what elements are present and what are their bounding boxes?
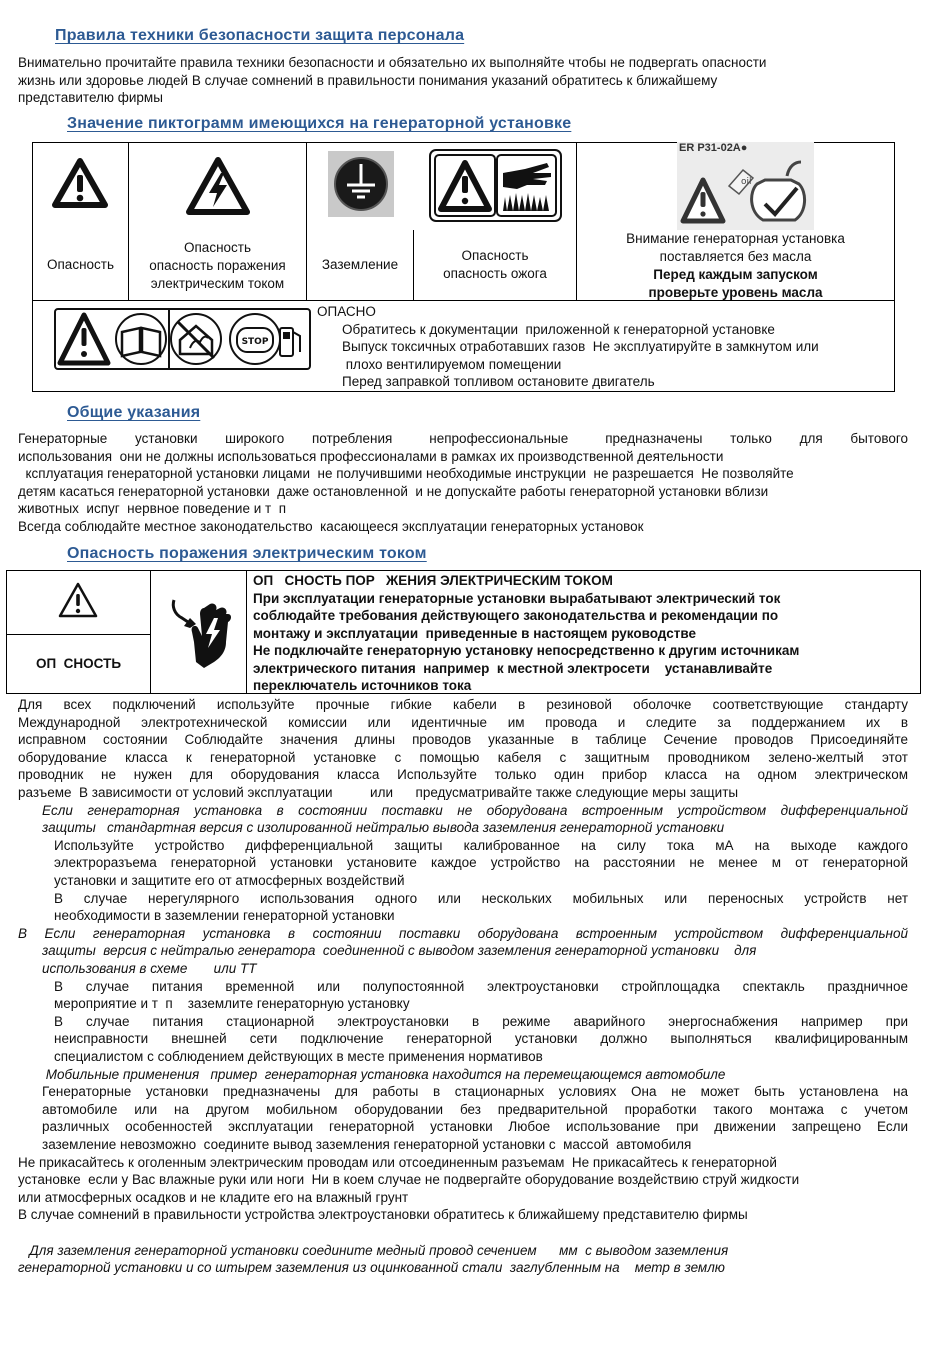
page-title: Правила техники безопасности защита персонала	[55, 27, 465, 44]
danger-line: Обратитесь к документации приложенной к генераторной установке	[342, 321, 775, 337]
oil-caption-line: проверьте уровень масла	[648, 285, 823, 300]
general-line: животных испуг нервное поведение и т п	[18, 501, 287, 517]
body-line: Генераторные установки предназначены для работы в стационарных условиях Она не может быть установлена на	[42, 1084, 908, 1100]
body-line: мероприятие и т п заземлите генераторную установку	[54, 996, 410, 1012]
body-line: Международной электротехнической комиссии или идентичные им провода и следите за поддержанием их в	[18, 714, 908, 730]
oil-caption-line: поставляется без масла	[659, 249, 812, 264]
body-line: различных особенностей эксплуатации генераторной установки Любое использование при движении запрещено Если	[42, 1119, 908, 1135]
general-line: ксплуатация генераторной установки лицами не получившими необходимые инструкции не разрешается Не позволяйте	[18, 466, 794, 482]
body-line: В случае питания стационарной электроустановки в режиме аварийного энергоснабжения например при	[54, 1013, 908, 1029]
shock-warning-line: переключатель источников тока	[253, 678, 472, 693]
body-line: В случае сомнений в правильности устройства электроустановки обратитесь к ближайшему представителю фирмы	[18, 1207, 748, 1223]
body-line: необходимости в заземлении генераторной установки	[54, 908, 395, 924]
body-line: разъеме В зависимости от условий эксплуатации или предусматривайте также следующие меры защиты	[18, 785, 739, 800]
intro-line: Внимательно прочитайте правила техники безопасности и обязательно их выполняйте чтобы не подвергать опасности	[18, 55, 767, 70]
body-line: защиты стандартная версия с изолированной нейтралью вывода заземления генераторной установки	[42, 820, 725, 836]
general-line: использования они не должны использоваться профессионалами в рамках их производственной деятельности	[18, 448, 724, 464]
body-line: исправном состоянии Соблюдайте значения длины проводов указанные в таблице Сечение проводов Присоединяйте	[18, 732, 908, 748]
shock-warning-line: соблюдайте требования действующего законодательства и рекомендации по	[253, 608, 779, 623]
body-line: Для заземления генераторной установки соедините медный провод сечением мм с выводом заземления	[18, 1242, 729, 1258]
body-line: установке если у Вас влажные руки или ноги Ни в коем случае не подвергайте оборудование воздействию струй жидкости	[18, 1172, 800, 1188]
general-heading: Общие указания	[67, 404, 201, 421]
body-line: электроразъема генераторной установки установите каждое устройство на расстоянии не менее м от генераторной	[54, 855, 908, 871]
shock-warning-line: При эксплуатации генераторные установки вырабатывают электрический ток	[253, 590, 781, 606]
general-line: детям касаться генераторной установки даже остановленной и не допускайте работы генераторной установки вблизи	[18, 483, 769, 499]
body-line: Если генераторная установка в состоянии поставки не оборудована встроенным устройством дифференциальной	[42, 802, 908, 818]
shock-warning-line: электрического питания например к местной электросети устанавливайте	[253, 660, 773, 676]
oil-caption-line: Внимание генераторная установка	[626, 231, 845, 246]
burn-caption-line: Опасность	[461, 248, 529, 263]
body-line: или атмосферных осадков и не кладите его на влажный грунт	[18, 1189, 409, 1205]
danger-line: Перед заправкой топливом остановите двигатель	[342, 374, 655, 389]
body-line: Используйте устройство дифференциальной защиты калиброванное на силу тока мА на выходе каждого	[54, 837, 908, 853]
body-line: проводник не нужен для оборудования класса Используйте только один прибор класса на одном электрическом	[18, 767, 908, 783]
body-line: В Если генераторная установка в состоянии поставки оборудована встроенным устройством дифференциальной	[18, 925, 908, 941]
danger-line: Выпуск токсичных отработавших газов Не эксплуатируйте в замкнутом или	[342, 339, 819, 354]
danger-line: плохо вентилируемом помещении	[342, 356, 562, 372]
body-line: генераторной установки и со штырем заземления из оцинкованной стали заглубленным на метр в землю	[18, 1260, 725, 1276]
body-line: защиты версия с нейтралью генератора соединенной с выводом заземления генераторной установки для	[42, 943, 757, 959]
general-line: Всегда соблюдайте местное законодательство касающееся эксплуатации генераторных установок	[18, 518, 644, 534]
body-line: неисправности внешней сети подключение генераторной установки должно выполняться квалифицированным	[54, 1031, 908, 1047]
body-line: специалистом с соблюдением действующих в месте применения нормативов	[54, 1049, 543, 1064]
shock-caption-line: электрическим током	[150, 276, 285, 291]
shock-warning-line: Не подключайте генераторную установку непосредственно к другим источникам	[253, 643, 800, 658]
shock-warning-title: ОП СНОСТЬ ПОР ЖЕНИЯ ЭЛЕКТРИЧЕСКИМ ТОКОМ	[253, 573, 613, 588]
body-line: использования в схеме или TT	[42, 961, 257, 976]
body-line: Не прикасайтесь к оголенным электрическим проводам или отсоединенным разъемам Не прикасайтесь к генераторной	[18, 1154, 777, 1170]
intro-line: представителю фирмы	[18, 90, 163, 106]
shock-heading: Опасность поражения электрическим током	[67, 545, 427, 562]
body-line: Для всех подключений используйте прочные гибкие кабели в резиновой оболочке соответствующие стандарту	[18, 697, 908, 712]
caution-word: ОП СНОСТЬ	[35, 656, 122, 671]
body-line: Мобильные применения пример генераторная установка находится на перемещающемся автомобиле	[42, 1066, 726, 1082]
body-line: В случае питания временной или полупостоянной электроустановки стройплощадка спектакль праздничное	[54, 978, 908, 994]
svg-text:oil: oil	[741, 177, 752, 187]
intro-line: жизнь или здоровье людей В случае сомнений в правильности понимания указаний обратитесь к ближайшему	[18, 72, 718, 88]
shock-caption-line: опасность поражения	[149, 258, 286, 273]
body-line: заземление невозможно соедините вывод заземления генераторной установки с массой автомобиля	[42, 1137, 692, 1152]
pictograms-heading: Значение пиктограмм имеющихся на генераторной установке	[67, 115, 572, 132]
stop-label: STOP	[241, 337, 269, 347]
body-line: автомобиле или на другом мобильном оборудовании без предварительной проработки такого монтажа с учетом	[42, 1101, 908, 1117]
danger-caption: Опасность	[47, 257, 114, 272]
oil-code: ER P31-02A●	[679, 142, 748, 154]
shock-warning-line: монтажу и эксплуатации приведенные в настоящем руководстве	[253, 625, 696, 641]
body-line: установки и защитите его от атмосферных воздействий	[54, 873, 405, 888]
body-line: В случае нерегулярного использования одного или нескольких мобильных или переносных устройств нет	[54, 890, 908, 906]
body-line: оборудование класса к генераторной установке с помощью кабеля с защитным проводником зелено-желтый этот	[18, 749, 908, 765]
danger-word: ОПАСНО	[317, 304, 376, 319]
oil-caption-line: Перед каждым запуском	[653, 267, 818, 282]
burn-caption-line: опасность ожога	[443, 266, 547, 281]
earth-caption: Заземление	[321, 257, 399, 272]
shock-caption-line: Опасность	[184, 240, 251, 255]
general-line: Генераторные установки широкого потребления непрофессиональные предназначены только для бытового	[18, 431, 908, 446]
